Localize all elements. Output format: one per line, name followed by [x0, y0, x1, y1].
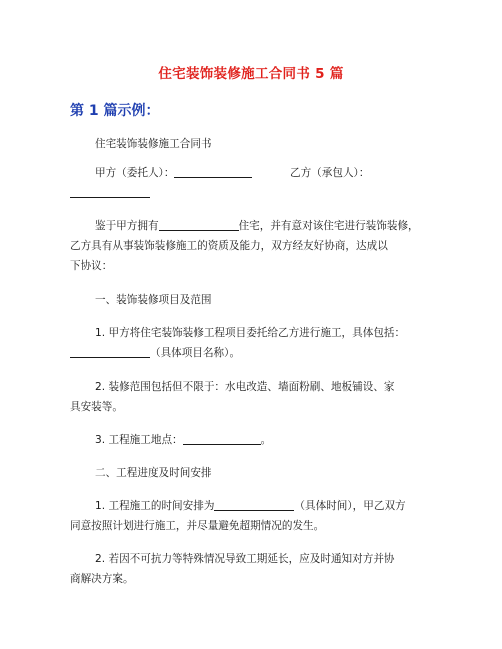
preamble-line-3: 下协议： — [70, 260, 113, 272]
project-name-blank — [70, 345, 150, 358]
clause-2-item-1-line-2: 同意按照计划进行施工，并尽量避免超期情况的发生。 — [70, 520, 325, 532]
party-a-blank — [174, 165, 252, 178]
clause-1-item-3 — [95, 430, 271, 450]
clause-1-item-2-line-2: 具安装等。 — [70, 401, 123, 413]
document-title: 住宅装饰装修施工合同书 5 篇 — [158, 66, 344, 82]
preamble-text-1a: 鉴于甲方拥有 — [95, 220, 159, 232]
site-blank — [183, 432, 261, 445]
schedule-blank — [214, 498, 294, 511]
clause-1-item-1-line-2 — [70, 343, 240, 363]
preamble-line-1 — [95, 216, 419, 236]
clause-heading-2: 二、工程进度及时间安排 — [95, 467, 212, 479]
clause-heading-1: 一、装饰装修项目及范围 — [95, 294, 212, 306]
section-heading: 第 1 篇示例： — [70, 103, 160, 119]
clause-2-item-2-line-1: 2. 若因不可抗力等特殊情况导致工期延长，应及时通知对方并协 — [95, 553, 395, 565]
preamble-text-1b: 住宅，并有意对该住宅进行装饰装修， — [238, 220, 419, 232]
schedule-suffix: （具体时间），甲乙双方 — [294, 500, 406, 512]
residence-blank — [159, 218, 239, 231]
clause-1-item-2-line-1: 2. 装修范围包括但不限于：水电改造、墙面粉刷、地板铺设、家 — [95, 381, 395, 393]
party-a-line — [95, 163, 252, 183]
project-name-suffix: （具体项目名称）。 — [150, 347, 241, 359]
contract-name: 住宅装饰装修施工合同书 — [95, 138, 212, 150]
party-b-blank — [70, 185, 150, 198]
clause-2-item-1-line-1 — [95, 496, 406, 516]
clause-1-item-1-line-1: 1. 甲方将住宅装饰装修工程项目委托给乙方进行施工，具体包括： — [95, 327, 406, 339]
clause-2-item-2-line-2: 商解决方案。 — [70, 573, 134, 585]
party-b-line — [70, 183, 150, 203]
preamble-line-2: 乙方具有从事装饰装修施工的资质及能力，双方经友好协商，达成以 — [70, 240, 388, 252]
party-a-label: 甲方（委托人）： — [95, 167, 175, 179]
site-label: 3. 工程施工地点： — [95, 434, 183, 446]
schedule-label: 1. 工程施工的时间安排为 — [95, 500, 215, 512]
site-suffix: 。 — [260, 434, 272, 446]
party-b-label: 乙方（承包人）： — [290, 167, 370, 179]
